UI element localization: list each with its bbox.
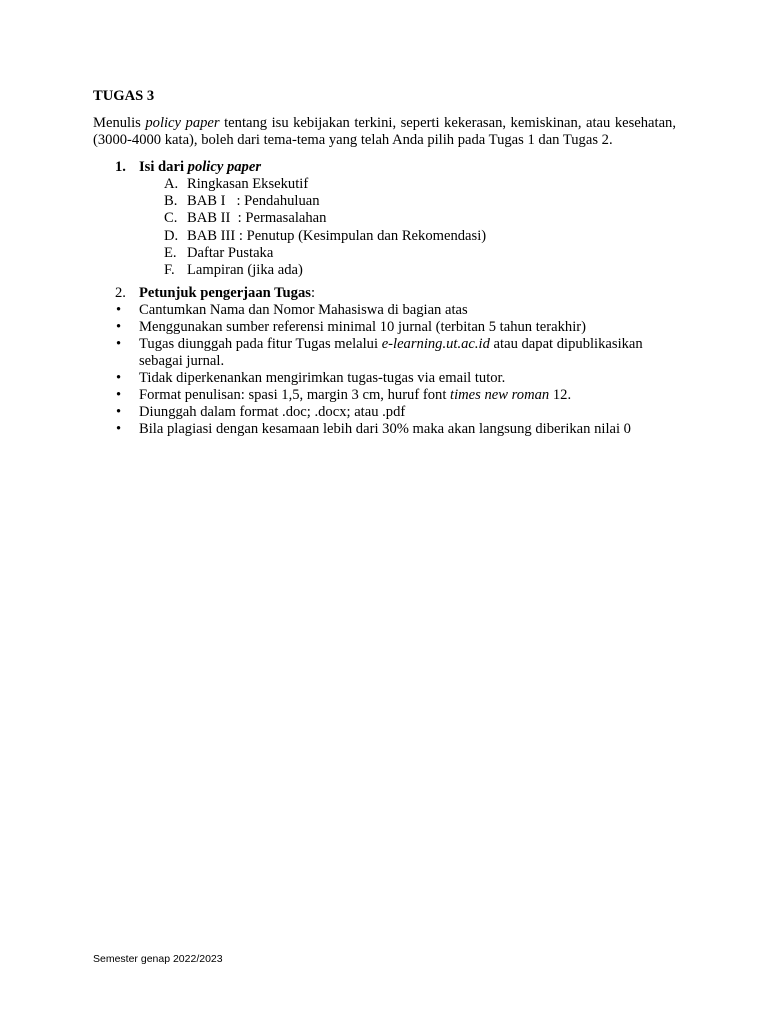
bullet-item	[115, 387, 675, 404]
bullet-icon: •	[116, 302, 122, 318]
page-footer: Semester genap 2022/2023	[93, 953, 223, 965]
bullet-icon: •	[116, 404, 122, 420]
list-item-letter: D.	[164, 227, 179, 244]
bullet-icon: •	[116, 319, 122, 335]
bullet-icon: •	[116, 421, 122, 437]
list-item	[164, 210, 486, 227]
bullet-text: Tugas diunggah pada fitur Tugas melalui	[139, 336, 382, 352]
bullet-text: Menggunakan sumber referensi minimal 10 jurnal (terbitan 5 tahun terakhir)	[139, 319, 586, 335]
list-item-letter: F.	[164, 261, 175, 278]
list-item-letter: A.	[164, 176, 179, 192]
list-item-text: BAB I : Pendahuluan	[187, 193, 320, 210]
page-title: TUGAS 3	[93, 88, 155, 104]
bullet-emphasis: times new roman	[450, 387, 550, 403]
bullet-link-text: e-learning.ut.ac.id	[381, 336, 490, 352]
intro-text: Menulis	[93, 115, 146, 131]
list-item-text: Ringkasan Eksekutif	[187, 176, 309, 192]
bullet-icon: •	[116, 336, 122, 352]
bullet-item	[115, 404, 675, 421]
list-item-text: BAB II : Permasalahan	[187, 210, 327, 227]
list-item-letter: B.	[164, 193, 178, 210]
list-item	[164, 193, 486, 210]
bullet-item	[115, 319, 675, 336]
bullet-text: Diunggah dalam format .doc; .docx; atau .pdf	[139, 404, 406, 420]
list-item-letter: C.	[164, 210, 178, 227]
section-2-number: 2.	[115, 285, 126, 301]
section-2-bullet-list	[115, 302, 675, 438]
bullet-item	[115, 336, 675, 370]
section-2-heading	[115, 285, 315, 302]
section-1-label: Isi dari	[139, 159, 188, 175]
bullet-text: Cantumkan Nama dan Nomor Mahasiswa di bagian atas	[139, 302, 468, 318]
list-item	[164, 228, 486, 245]
bullet-text: Tidak diperkenankan mengirimkan tugas-tugas via email tutor.	[139, 370, 506, 386]
section-2-colon: :	[310, 285, 315, 301]
list-item	[164, 262, 486, 279]
section-2-label: Petunjuk pengerjaan Tugas	[139, 285, 311, 301]
bullet-item	[115, 421, 675, 438]
section-1-label-emphasis: policy paper	[187, 159, 262, 175]
intro-text: tentang isu kebijakan terkini, seperti kekerasan, kemiskinan, atau kesehatan,	[219, 115, 677, 131]
intro-emphasis: policy paper	[145, 115, 220, 131]
list-item-text: Daftar Pustaka	[187, 244, 274, 261]
bullet-item	[115, 302, 675, 319]
section-1-list	[164, 176, 486, 279]
list-item-text: BAB III : Penutup (Kesimpulan dan Rekomendasi)	[187, 227, 487, 244]
bullet-text: Format penulisan: spasi 1,5, margin 3 cm, huruf font	[139, 387, 451, 403]
list-item-letter: E.	[164, 244, 177, 261]
section-1-heading	[115, 159, 261, 176]
intro-paragraph	[93, 115, 676, 149]
list-item-text: Lampiran (jika ada)	[187, 261, 303, 278]
bullet-icon: •	[116, 370, 122, 386]
intro-line-2: (3000-4000 kata), boleh dari tema-tema yang telah Anda pilih pada Tugas 1 dan Tugas 2.	[93, 132, 613, 148]
bullet-text: Bila plagiasi dengan kesamaan lebih dari 30% maka akan langsung diberikan nilai 0	[139, 421, 631, 437]
bullet-text: atau dapat dipublikasikan sebagai jurnal.	[139, 336, 643, 369]
list-item	[164, 245, 486, 262]
list-item	[164, 176, 486, 193]
section-1-number: 1.	[115, 159, 126, 175]
bullet-icon: •	[116, 387, 122, 403]
intro-line-1	[93, 115, 676, 132]
bullet-item	[115, 370, 675, 387]
bullet-text: 12.	[549, 387, 572, 403]
